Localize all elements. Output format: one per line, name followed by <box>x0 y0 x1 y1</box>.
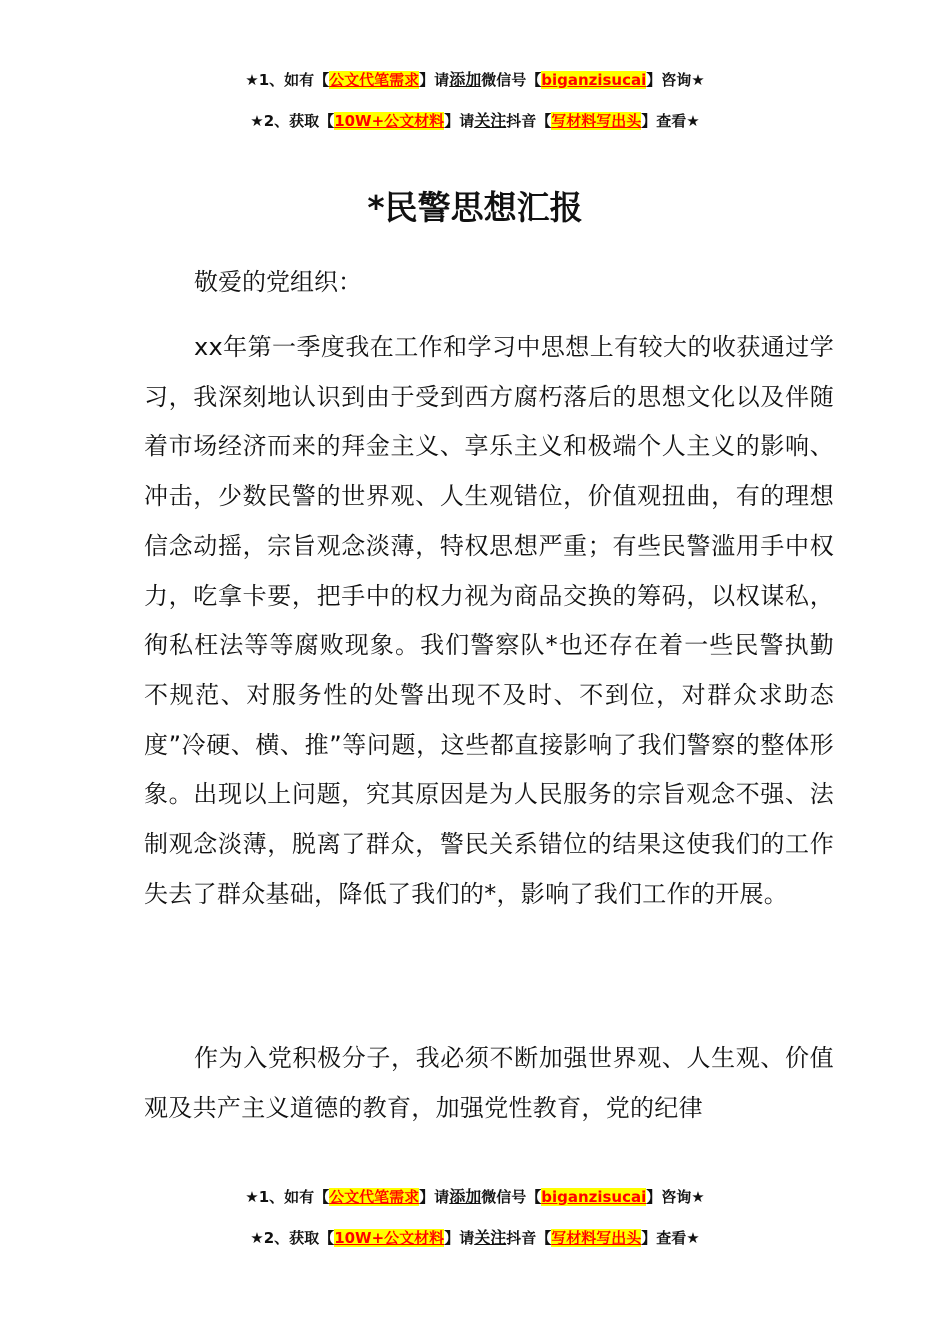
highlight-materials: 10W+公文材料 <box>334 112 445 130</box>
banner-text: 微信号【 <box>481 1188 542 1206</box>
banner-emphasis: 添加 <box>449 70 482 89</box>
banner-text: 】查看★ <box>641 112 700 130</box>
banner-text: ★2、获取【 <box>250 1229 335 1247</box>
wechat-id: biganzisucai <box>541 71 647 89</box>
salutation: 敬爱的党组织： <box>194 268 362 296</box>
banner-text: 】请 <box>444 112 475 130</box>
banner-text: ★1、如有【 <box>245 1188 330 1206</box>
banner-text: ★2、获取【 <box>250 112 335 130</box>
footer-banner-line1 <box>0 1187 950 1207</box>
douyin-account: 写材料写出头 <box>551 112 642 130</box>
banner-text: 】咨询★ <box>646 71 705 89</box>
banner-text: 】请 <box>444 1229 475 1247</box>
highlight-service: 公文代笔需求 <box>329 1188 420 1206</box>
banner-text: 】咨询★ <box>646 1188 705 1206</box>
wechat-id: biganzisucai <box>541 1188 647 1206</box>
banner-emphasis: 关注 <box>474 1228 507 1247</box>
banner-text: 】请 <box>419 71 450 89</box>
banner-text: 】请 <box>419 1188 450 1206</box>
banner-emphasis: 添加 <box>449 1187 482 1206</box>
douyin-account: 写材料写出头 <box>551 1229 642 1247</box>
body-paragraph-1: xx年第一季度我在工作和学习中思想上有较大的收获通过学习，我深刻地认识到由于受到西方腐朽落后的思想文化以及伴随着市场经济而来的拜金主义、享乐主义和极端个人主义的影响、冲击，少数民警的世界观、人生观错位，价值观扭曲，有的理想信念动摇，宗旨观念淡薄，特权思想严重；有些民警滥用手中权力，吃拿卡要，把手中的权力视为商品交换的筹码，以权谋私，徇私枉法等等腐败现象。我们警察队*也还存在着一些民警执勤不规范、对服务性的处警出现不及时、不到位，对群众求助态度”冷硬、横、推”等问题，这些都直接影响了我们警察的整体形象。出现以上问题，究其原因是为人民服务的宗旨观念不强、法制观念淡薄，脱离了群众，警民关系错位的结果这使我们的工作失去了群众基础，降低了我们的*，影响了我们工作的开展。 <box>144 333 834 908</box>
banner-text: 抖音【 <box>506 112 552 130</box>
header-banner-line2 <box>0 111 950 131</box>
banner-text: 抖音【 <box>506 1229 552 1247</box>
highlight-service: 公文代笔需求 <box>329 71 420 89</box>
highlight-materials: 10W+公文材料 <box>334 1229 445 1247</box>
banner-text: 微信号【 <box>481 71 542 89</box>
footer-banner-line2 <box>0 1228 950 1248</box>
header-banner-line1 <box>0 70 950 90</box>
banner-text: 】查看★ <box>641 1229 700 1247</box>
banner-text: ★1、如有【 <box>245 71 330 89</box>
body-paragraph-2: 作为入党积极分子，我必须不断加强世界观、人生观、价值观及共产主义道德的教育，加强党性教育，党的纪律 <box>144 1044 834 1122</box>
banner-emphasis: 关注 <box>474 111 507 130</box>
document-title: *民警思想汇报 <box>367 188 583 227</box>
